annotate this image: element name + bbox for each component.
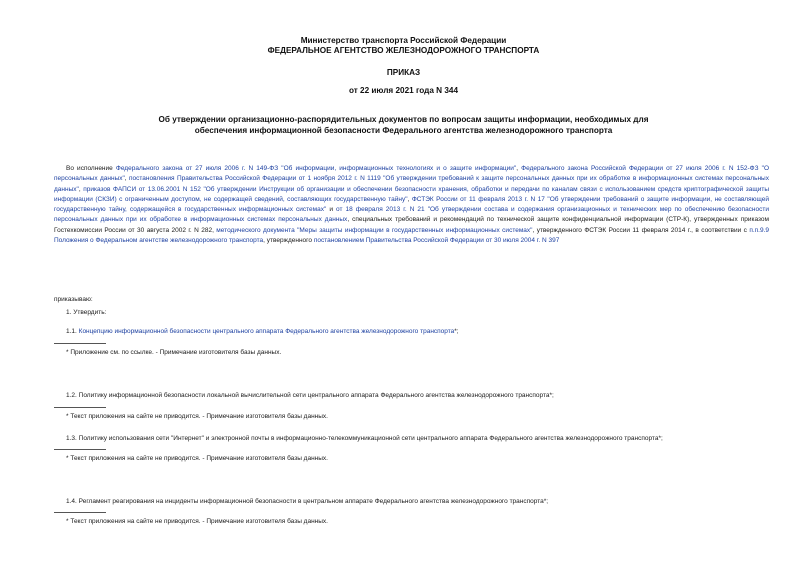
ministry-heading: Министерство транспорта Российской Федерации [300,36,507,45]
document-type: ПРИКАЗ [386,68,421,77]
preamble-text: , специальных требований и рекомендаций по технической защите конфиденциальной информации (СТР-К), утвержденных приказом Гостехкомиссии России от 30 августа 2002 г. N 282, [54,216,769,234]
footnote-3: * Текст приложения на сайте не приводится. - Примечание изготовителя базы данных. [66,455,328,462]
item-number: 1.1. [66,328,79,335]
item-1: 1. Утвердить: [66,309,107,316]
link-fapsi-order-152[interactable]: приказов ФАПСИ от 13.06.2001 N 152 "Об утверждении Инструкции об организации и обеспечении безопасности хранения, обработки и передачи по каналам связи с использованием средств криптографической защиты информации (СКЗИ) с ограниченным доступом, не содержащей сведений, составляющих государственную тайну" [54,185,769,203]
link-federal-law-152[interactable]: Федерального закона Российской Федерации от 27 июля 2006 г. N 152-ФЗ "О персональных данных" [54,165,770,183]
preamble-text: , [124,175,129,183]
preamble-text: , [516,165,522,172]
item-1-4: 1.4. Регламент реагирования на инциденты информационной безопасности в центральном аппарате Федерального агентства железнодорожного транспорта*; [66,498,549,505]
item-1-1 [66,328,459,335]
item-1-3: 1.3. Политику использования сети "Интернет" и электронной почты в информационно-телекоммуникационной сети центрального аппарата Федерального агентства железнодорожного транспорта*; [66,435,663,442]
link-security-concept[interactable]: Концепцию информационной безопасности центрального аппарата Федерального агентства железнодорожного транспорта [78,328,455,335]
footnote-1: * Приложение см. по ссылке. - Примечание изготовителя базы данных. [66,349,282,356]
preamble-text: , утвержденного ФСТЭК России 11 февраля 2014 г., в соответствии с [532,226,750,234]
preamble-text: , [407,195,412,203]
footnote-2: * Текст приложения на сайте не приводится. - Примечание изготовителя базы данных. [66,413,328,420]
link-government-decree-397[interactable]: постановлением Правительства Российской Федерации от 30 июля 2004 г. N 397 [313,237,560,245]
preamble-paragraph [54,164,769,246]
link-federal-law-149[interactable]: Федерального закона от 27 июля 2006 г. N 149-ФЗ "Об информации, информационных технологиях и о защите информации" [115,165,517,172]
footnote-divider [54,449,106,450]
item-1-2: 1.2. Политику информационной безопасности локальной вычислительной сети центрального аппарата Федерального агентства железнодорожного транспорта*; [66,392,554,399]
preamble-text: и [326,206,337,214]
document-title: Об утверждении организационно-распорядительных документов по вопросам защиты информации, необходимых для обеспечения информационной безопасности Федерального агентства железнодорожного транспорта [158,115,649,135]
agency-heading: ФЕДЕРАЛЬНОЕ АГЕНТСТВО ЖЕЛЕЗНОДОРОЖНОГО ТРАНСПОРТА [267,46,540,55]
preamble-text: Во исполнение [66,165,116,172]
orders-word: приказываю: [54,296,93,303]
footnote-divider [54,407,106,408]
link-fstek-order-17[interactable]: ФСТЭК России от 11 февраля 2013 г. N 17 "Об утверждении требований о защите информации, не составляющей государственную тайну, содержащейся в государственных информационных системах" [54,195,769,214]
link-government-decree-1119[interactable]: постановления Правительства Российской Федерации от 1 ноября 2012 г. N 1119 "Об утверждении требований к защите персональных данных при их обработке в информационных системах персональных данных" [54,175,769,193]
footnote-4: * Текст приложения на сайте не приводится. - Примечание изготовителя базы данных. [66,518,328,525]
preamble-text: , [78,185,84,193]
document-date-number: от 22 июля 2021 года N 344 [348,86,459,95]
item-tail: *; [454,328,459,335]
footnote-divider [54,512,106,513]
link-fstek-order-21[interactable]: от 18 февраля 2013 г. N 21 "Об утверждении состава и содержания организационных и технических мер по обеспечению безопасности персональных данных при их обработке в информационных системах персональных данных [54,206,769,224]
link-agency-regulation[interactable]: п.п.9.9 Положения о Федеральном агентстве железнодорожного транспорта [54,226,770,245]
footnote-divider [54,343,106,344]
preamble-text: , утвержденного [263,237,314,245]
link-methodical-document[interactable]: методического документа "Меры защиты информации в государственных информационных системах" [216,226,533,234]
